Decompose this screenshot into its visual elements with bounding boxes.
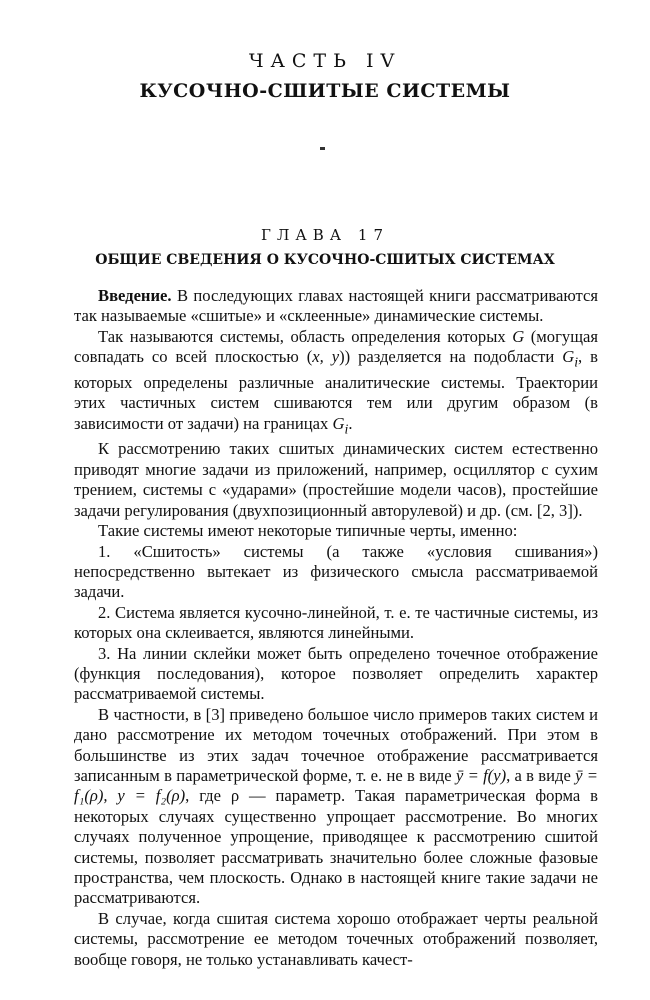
chapter-name: ОБЩИЕ СВЕДЕНИЯ О КУСОЧНО-СШИТЫХ СИСТЕМАХ <box>95 252 555 268</box>
p2-text-a: Так называются системы, область определения которых <box>98 326 513 346</box>
p2-text-e: . <box>348 413 353 433</box>
paragraph-2 <box>74 327 598 440</box>
p5-text-c: , где ρ — параметр. Такая параметрическая форма в некоторых случаях существенно упрощает рассмотрение. Во многих случаях полученное упрощение, приводящее к рассмотрению сшитой системы, позволяет рассматривать значительно более сложные фазовые пространства, чем плоскость. Однако в настоящей книге такие задачи не рассматриваются. <box>74 786 598 908</box>
p5-formula-2: ȳ = f₁(ρ), y = f₂(ρ) <box>74 765 598 806</box>
p2-sub-i-2: i <box>344 421 349 437</box>
part-name: КУСОЧНО-СШИТЫЕ СИСТЕМЫ <box>139 80 511 102</box>
p2-var-g: G <box>512 326 525 346</box>
intro-lead: Введение. <box>98 286 172 305</box>
p5-formula-1: ȳ = f(y) <box>455 765 507 785</box>
p5-text-b: , а в виде <box>506 765 576 785</box>
chapter-label: ГЛАВА 17 <box>260 226 390 244</box>
p2-text-d: , в которых определены различные аналитические системы. Траектории этих частичных систем сшиваются тем или другим образом (в зависимости от задачи) на границах <box>74 347 598 433</box>
p2-text-c: )) разделяется на подобласти <box>339 347 563 367</box>
p2-var-gi-2: G <box>332 413 345 433</box>
paragraph-4: Такие системы имеют некоторые типичные черты, именно: <box>98 521 518 541</box>
p2-var-xy: x, y <box>312 347 340 367</box>
list-item-2: 2. Система является кусочно-линейной, т. е. те частичные системы, из которых она склеивается, являются линейными. <box>74 602 598 643</box>
separator-dot <box>320 147 325 150</box>
p2-text-b: (могущая совпадать со всей плоскостью ( <box>74 326 598 367</box>
list-item-1: 1. «Сшитость» системы (а также «условия сшивания») непосредственно вытекает из физического смысла рассматриваемой задачи. <box>74 541 598 602</box>
paragraph-3: К рассмотрению таких сшитых динамических систем естественно приводят многие задачи из приложений, например, осциллятор с сухим трением, системы с «ударами» (простейшие модели часов), простейшие задачи регулирования (двухпозиционный авторулевой) и др. (см. [2, 3]). <box>74 439 598 520</box>
part-label: ЧАСТЬ IV <box>248 50 402 72</box>
paragraph-6: В случае, когда сшитая система хорошо отображает черты реальной системы, рассмотрение ее методом точечных отображений позволяет, вообще говоря, не только устанавливать качест- <box>74 908 598 969</box>
list-item-3: 3. На линии склейки может быть определено точечное отображение (функция последования), которое позволяет определить характер рассматриваемой системы. <box>74 643 598 704</box>
p5-text-a: В частности, в [3] приведено большое число примеров таких систем и дано рассмотрение их методом точечных отображений. При этом в большинстве из этих задач точечное отображение рассматривается записанным в параметрической форме, т. е. не в виде <box>74 704 598 785</box>
intro-text: В последующих главах настоящей книги рассматриваются так называемые «сшитые» и «склеенные» динамические системы. <box>74 286 598 326</box>
paragraph-5 <box>74 705 598 909</box>
p2-sub-i: i <box>574 354 579 370</box>
intro-paragraph <box>74 286 598 327</box>
body-text <box>74 286 598 970</box>
p2-var-gi: G <box>562 347 575 367</box>
